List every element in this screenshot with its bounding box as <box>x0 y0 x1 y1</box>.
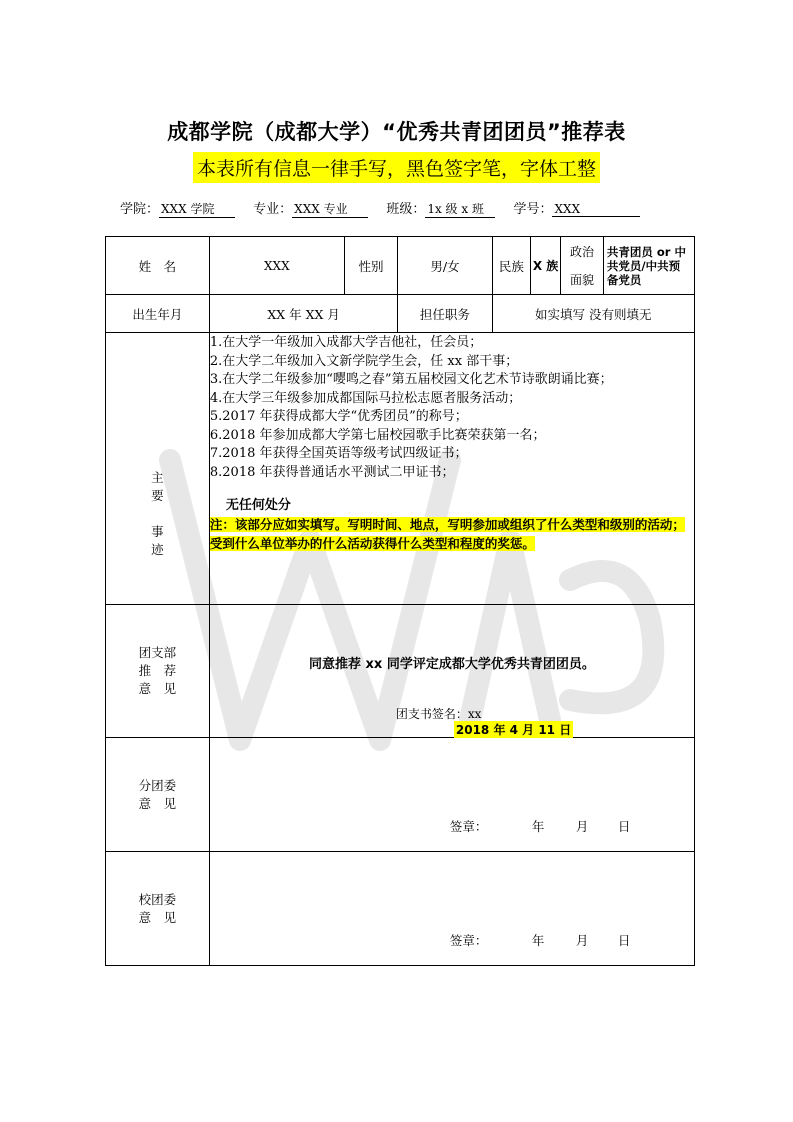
birth-label: 出生年月 <box>106 295 210 333</box>
school-stamp-line: 签章： 年 月 日 <box>449 933 631 948</box>
recommendation-form-table <box>105 236 695 966</box>
deeds-label: 主 要 事 迹 <box>106 333 210 605</box>
position-label: 担任职务 <box>398 295 492 333</box>
school-opinion-row <box>106 852 695 966</box>
deed-item: 8.2018 年获得普通话水平测试二甲证书； <box>209 464 455 480</box>
branch-label: 团支部 推 荐 意 见 <box>106 605 210 738</box>
subcommittee-opinion-field[interactable] <box>209 738 694 852</box>
college-field[interactable]: XXX 学院 <box>159 200 235 218</box>
birth-field[interactable]: XX 年 XX 月 <box>209 295 397 333</box>
major-field[interactable]: XXX 专业 <box>292 200 368 218</box>
deed-item: 1.在大学一年级加入成都大学吉他社，任会员； <box>209 335 483 350</box>
class-label: 班级： <box>386 202 426 217</box>
branch-opinion-row <box>106 605 695 738</box>
ethnic-field[interactable]: X 族 <box>531 237 561 295</box>
deed-item: 6.2018 年参加成都大学第七届校园歌手比赛荣获第一名； <box>209 427 546 443</box>
school-label: 校团委 意 见 <box>106 852 210 966</box>
instruction-banner: 本表所有信息一律手写，黑色签字笔，字体工整 <box>193 152 600 183</box>
college-label: 学院： <box>120 202 160 217</box>
basic-info-row <box>106 237 695 295</box>
student-id-label: 学号： <box>513 202 553 217</box>
student-id-field[interactable]: XXX <box>552 202 640 217</box>
school-opinion-field[interactable] <box>209 852 694 966</box>
ethnic-label: 民族 <box>492 237 531 295</box>
branch-date: 2018 年 4 月 11 日 <box>455 723 572 737</box>
subcommittee-stamp-line: 签章： 年 月 日 <box>449 819 631 834</box>
deed-item: 7.2018 年获得全国英语等级考试四级证书； <box>209 446 468 461</box>
subcommittee-label: 分团委 意 见 <box>106 738 210 852</box>
name-label: 姓 名 <box>106 237 210 295</box>
branch-opinion-text: 同意推荐 xx 同学评定成都大学优秀共青团团员。 <box>309 657 595 672</box>
deeds-note: 注：该部分应如实填写。写明时间、地点，写明参加或组织了什么类型和级别的活动；受到什么单位举办的什么活动获得什么类型和程度的奖惩。 <box>209 517 685 551</box>
deed-item: 2.在大学二年级加入文新学院学生会，任 xx 部干事； <box>209 353 519 369</box>
gender-field[interactable]: 男/女 <box>398 237 492 295</box>
political-field[interactable]: 共青团员 or 中共党员/中共预备党员 <box>603 237 694 295</box>
gender-label: 性别 <box>344 237 398 295</box>
page-title: 成都学院（成都大学）“优秀共青团团员”推荐表 <box>167 120 626 144</box>
deed-item: 3.在大学二年级参加“嘤鸣之春”第五届校园文化艺术节诗歌朗诵比赛； <box>209 372 613 387</box>
branch-opinion-field[interactable] <box>209 605 694 738</box>
position-field[interactable]: 如实填写 没有则填无 <box>492 295 694 333</box>
name-field[interactable]: XXX <box>209 237 344 295</box>
subcommittee-opinion-row <box>106 738 695 852</box>
branch-signature: 团支书签名：xx <box>395 707 482 721</box>
deeds-row <box>106 333 695 605</box>
major-label: 专业： <box>253 202 293 217</box>
political-label: 政治 面貌 <box>561 237 604 295</box>
deed-item: 5.2017 年获得成都大学“优秀团员”的称号； <box>209 409 468 424</box>
birth-position-row <box>106 295 695 333</box>
no-punishment-text: 无任何处分 <box>225 498 291 513</box>
class-field[interactable]: 1x 级 x 班 <box>425 200 495 218</box>
deed-item: 4.在大学三年级参加成都国际马拉松志愿者服务活动； <box>209 390 522 406</box>
student-info-line <box>120 198 680 218</box>
deeds-field[interactable] <box>209 333 694 605</box>
